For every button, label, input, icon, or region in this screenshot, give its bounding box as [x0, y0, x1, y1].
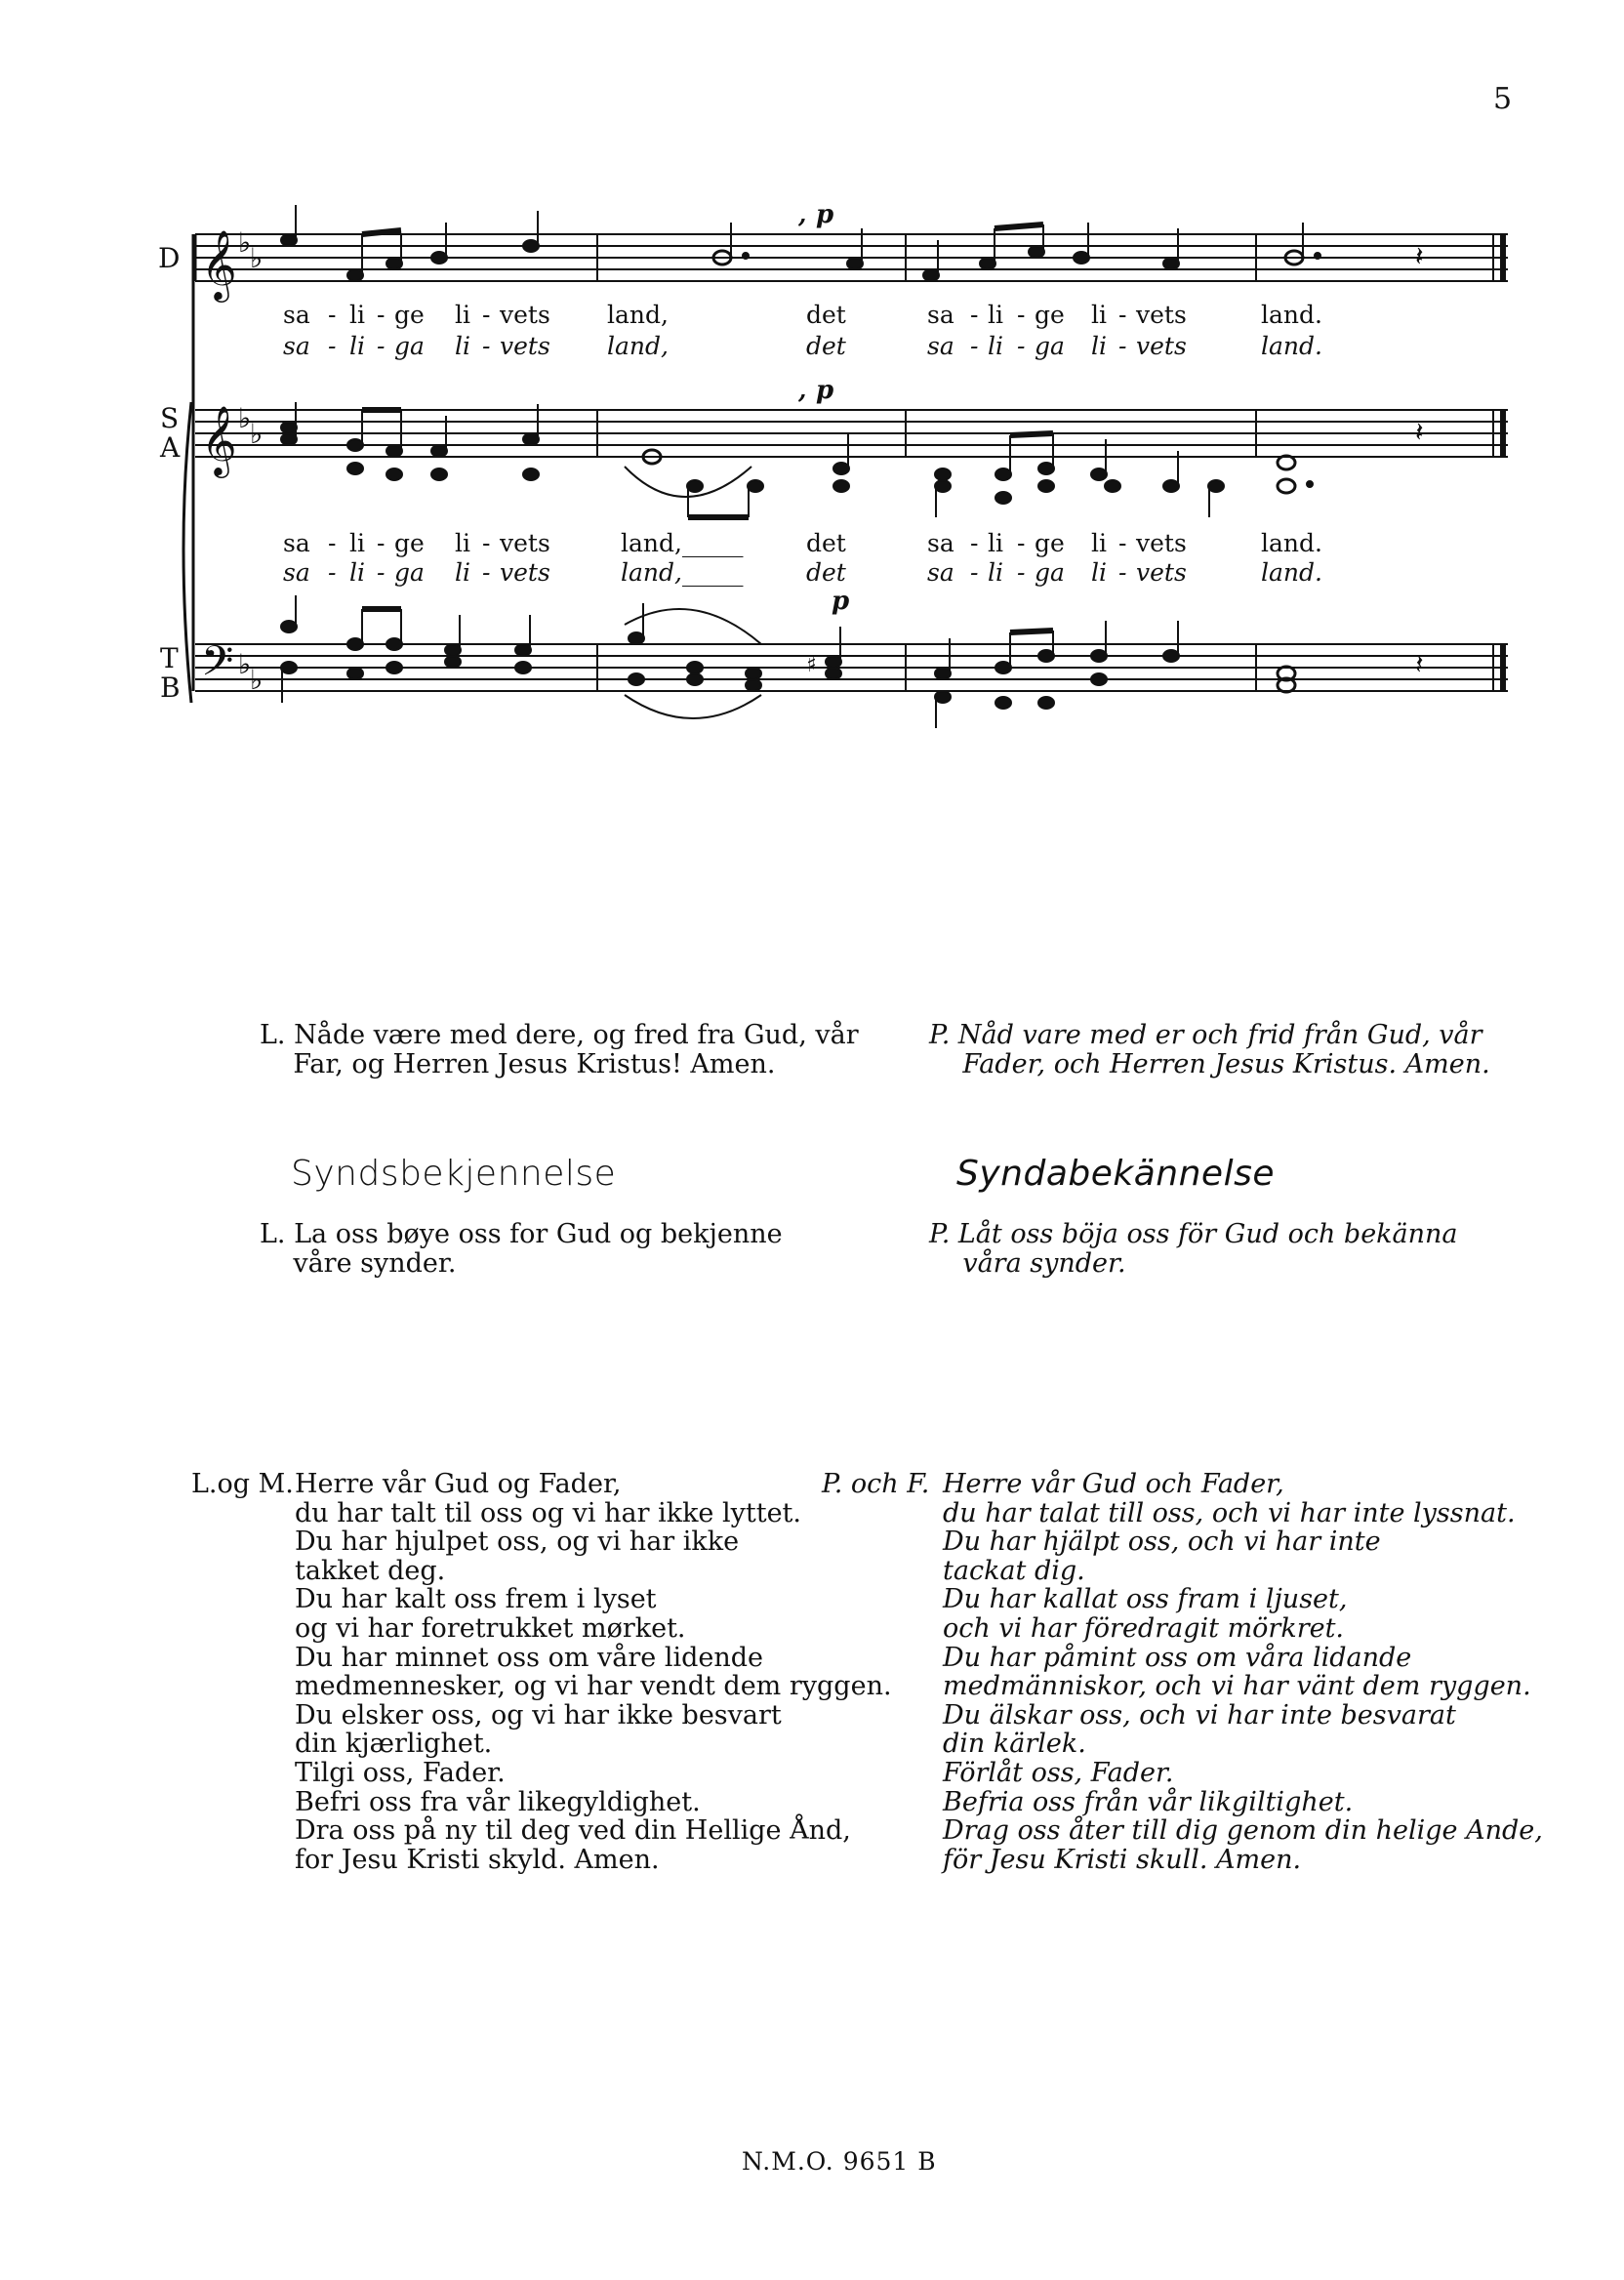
lyric-syllable: vets [500, 558, 550, 587]
confession-label-swedish: P. och F. [822, 1469, 930, 1499]
lyric-syllable: li [455, 301, 470, 329]
breath-mark: , [798, 200, 807, 228]
confession-label-norwegian: L.og M. [191, 1469, 294, 1499]
heading-swedish: Syndabekännelse [956, 1154, 1275, 1194]
lyric-syllable: vets [500, 332, 550, 360]
rest-icon: 𝄽 [1415, 240, 1424, 272]
lyric-syllable: land, [607, 301, 669, 329]
flat-icon: ♭ [250, 418, 264, 450]
lyric-syllable: land. [1261, 332, 1322, 360]
lyric-syllable: vets [1136, 529, 1187, 557]
dynamic-mark: p [816, 200, 834, 229]
notes-tb [281, 595, 1424, 728]
lyric-hyphen: - [482, 558, 491, 587]
staff-label-d: D [158, 242, 181, 274]
greeting-swedish: P. Nåd vare med er och frid från Gud, vår Fader, och Herren Jesus Kristus. Amen. [929, 1020, 1490, 1079]
lyric-syllable: sa [927, 558, 954, 587]
lyric-syllable: sa [283, 529, 310, 557]
bass-clef-icon: 𝄢 [201, 637, 234, 696]
lyric-syllable: land. [1261, 529, 1322, 557]
lyric-syllable: ge [1035, 301, 1065, 329]
lyric-syllable: vets [500, 301, 550, 329]
lyric-syllable: li [455, 529, 470, 557]
lyric-hyphen: - [377, 558, 386, 587]
lyric-hyphen: - [1017, 558, 1026, 587]
lyric-hyphen: - [1118, 332, 1127, 360]
treble-clef-icon: 𝄞 [201, 404, 237, 475]
invitation-swedish: P. Låt oss böja oss för Gud och bekänna våra synder. [929, 1219, 1458, 1279]
lyric-hyphen: - [377, 332, 386, 360]
lyric-syllable: ge [394, 529, 425, 557]
staff-label-a: A [160, 431, 181, 464]
breath-mark: , [798, 376, 807, 404]
dynamic-mark: p [816, 376, 834, 405]
lyric-syllable: sa [283, 301, 310, 329]
lyric-syllable: det [806, 332, 846, 360]
dynamic-mark: p [832, 587, 850, 616]
lyric-syllable: li [455, 558, 470, 587]
lyric-syllable: ge [1035, 529, 1065, 557]
lyric-syllable: sa [927, 301, 954, 329]
greeting-norwegian: L. Nåde være med dere, og fred fra Gud, vår Far, og Herren Jesus Kristus! Amen. [260, 1020, 859, 1079]
flat-icon: ♭ [238, 648, 252, 680]
lyric-hyphen: - [482, 301, 491, 329]
lyric-syllable: li [349, 558, 365, 587]
rest-icon: 𝄽 [1415, 648, 1424, 680]
lyric-syllable: li [349, 301, 365, 329]
lyric-hyphen: - [1118, 558, 1127, 587]
lyric-syllable: det [806, 529, 846, 557]
lyric-hyphen: - [1017, 332, 1026, 360]
system-brace [183, 402, 191, 703]
lyric-hyphen: - [328, 529, 337, 557]
lyric-syllable: ga [394, 332, 425, 360]
treble-clef-icon: 𝄞 [201, 228, 237, 300]
lyric-syllable: land. [1261, 558, 1322, 587]
lyric-hyphen: - [482, 529, 491, 557]
flat-icon: ♭ [250, 664, 264, 696]
lyric-hyphen: - [1118, 529, 1127, 557]
lyric-syllable: land, [607, 332, 669, 360]
lyric-syllable: li [349, 529, 365, 557]
sharp-icon: ♯ [806, 653, 817, 677]
staff-label-b: B [160, 672, 181, 704]
lyric-hyphen: - [377, 529, 386, 557]
lyric-hyphen: - [1118, 301, 1127, 329]
lyric-syllable: li [455, 332, 470, 360]
lyric-syllable: li [988, 529, 1003, 557]
lyric-hyphen: - [970, 332, 979, 360]
flat-icon: ♭ [238, 226, 252, 259]
staff-label-t: T [160, 642, 179, 674]
catalog-number: N.M.O. 9651 B [742, 2147, 937, 2176]
lyric-hyphen: - [328, 558, 337, 587]
lyric-syllable: land,_____ [621, 529, 744, 557]
confession-norwegian: Herre vår Gud og Fader, du har talt til oss og vi har ikke lyttet. Du har hjulpet oss, og vi har ikke takket deg. Du har kalt oss frem i lyset og vi har foretrukket mørket. Du har minnet oss om våre lidende medmennesker, og vi har vendt dem ryggen. Du elsker oss, og vi har ikke besvart din kjærlighet. Tilgi oss, Fader. Befri oss fra vår likegyldighet. Dra oss på ny til deg ved din Hellige Ånd, for Jesu Kristi skyld. Amen. [295, 1469, 892, 1875]
page-number: 5 [1493, 82, 1513, 116]
lyric-syllable: vets [1136, 332, 1187, 360]
lyric-hyphen: - [970, 529, 979, 557]
music-score [0, 0, 1624, 781]
rest-icon: 𝄽 [1415, 416, 1424, 448]
lyric-syllable: li [988, 332, 1003, 360]
lyric-hyphen: - [1017, 301, 1026, 329]
lyric-syllable: vets [1136, 301, 1187, 329]
flat-icon: ♭ [238, 402, 252, 434]
lyric-syllable: sa [927, 332, 954, 360]
lyric-syllable: land,_____ [621, 558, 744, 587]
lyric-syllable: sa [283, 332, 310, 360]
lyric-hyphen: - [377, 301, 386, 329]
lyric-syllable: det [806, 301, 846, 329]
lyric-hyphen: - [1017, 529, 1026, 557]
lyric-syllable: ga [394, 558, 425, 587]
lyric-syllable: li [349, 332, 365, 360]
lyric-syllable: vets [500, 529, 550, 557]
invitation-norwegian: L. La oss bøye oss for Gud og bekjenne våre synder. [260, 1219, 783, 1279]
lyric-hyphen: - [482, 332, 491, 360]
lyric-hyphen: - [970, 558, 979, 587]
notes-sa [281, 402, 1424, 517]
lyric-syllable: li [1091, 301, 1107, 329]
lyric-syllable: li [988, 301, 1003, 329]
lyric-syllable: ga [1035, 558, 1065, 587]
lyric-syllable: li [1091, 558, 1107, 587]
heading-norwegian: Syndsbekjennelse [291, 1154, 617, 1194]
lyric-hyphen: - [328, 332, 337, 360]
lyric-syllable: ga [1035, 332, 1065, 360]
lyric-hyphen: - [328, 301, 337, 329]
lyric-syllable: sa [927, 529, 954, 557]
lyric-hyphen: - [970, 301, 979, 329]
score-svg [0, 0, 1624, 781]
flat-icon: ♭ [250, 242, 264, 274]
confession-swedish: Herre vår Gud och Fader, du har talat till oss, och vi har inte lyssnat. Du har hjälpt oss, och vi har inte tackat dig. Du har kallat oss fram i ljuset, och vi har föredragit mörkret. Du har påmint oss om våra lidande medmänniskor, och vi har vänt dem ryggen. Du älskar oss, och vi har inte besvarat din kärlek. Förlåt oss, Fader. Befria oss från vår likgiltighet. Drag oss åter till dig genom din helige Ande, för Jesu Kristi skull. Amen. [943, 1469, 1543, 1875]
lyric-syllable: vets [1136, 558, 1187, 587]
lyric-syllable: li [988, 558, 1003, 587]
lyric-syllable: land. [1261, 301, 1322, 329]
lyric-syllable: ge [394, 301, 425, 329]
lyric-syllable: sa [283, 558, 310, 587]
staff-label-s: S [160, 402, 180, 434]
lyric-syllable: li [1091, 529, 1107, 557]
lyric-syllable: det [806, 558, 846, 587]
lyric-syllable: li [1091, 332, 1107, 360]
